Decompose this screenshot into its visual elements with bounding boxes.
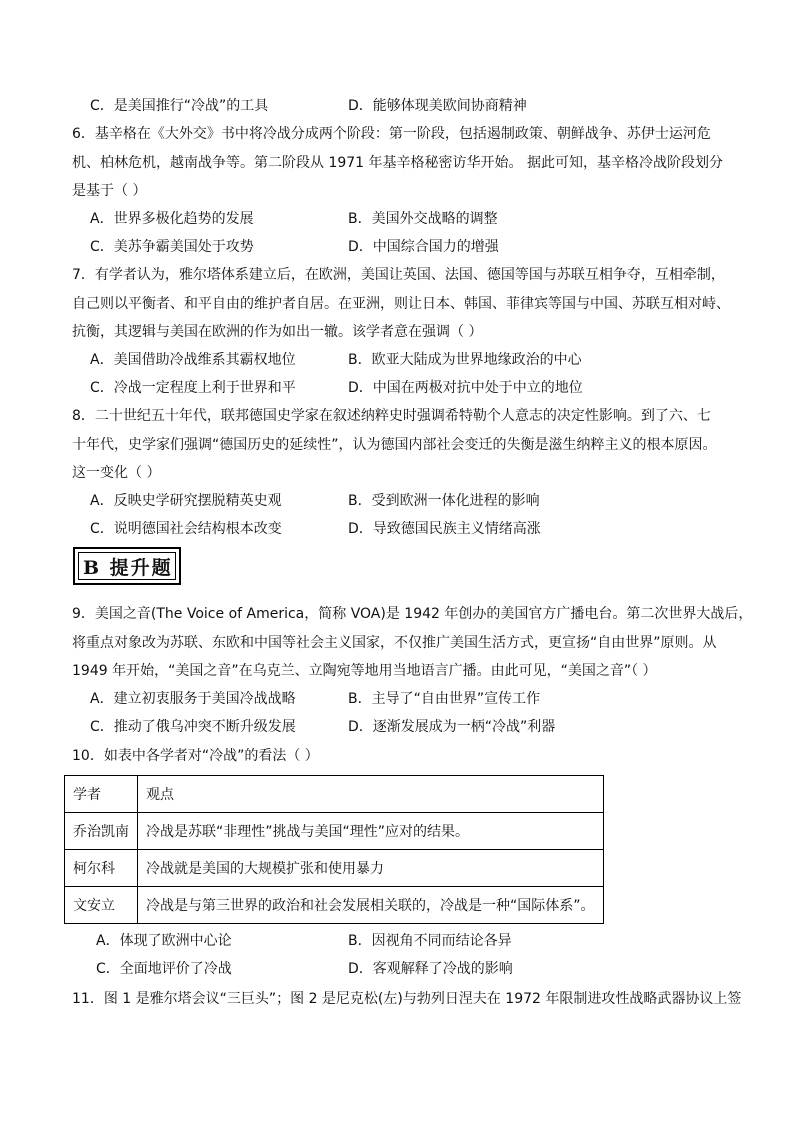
q9-option-c: C．推动了俄乌冲突不断升级发展 (90, 719, 296, 735)
table-row (65, 813, 604, 850)
q6-option-d: D．中国综合国力的增强 (348, 239, 499, 255)
table-cell-scholar: 乔治凯南 (65, 813, 138, 850)
q6-stem-line1: 6．基辛格在《大外交》书中将冷战分成两个阶段：第一阶段，包括遏制政策、朝鲜战争、苏伊士运河危 (72, 126, 711, 142)
table-header-row (65, 776, 604, 813)
q8-stem-line1: 8．二十世纪五十年代，联邦德国史学家在叙述纳粹史时强调希特勒个人意志的决定性影响。到了六、七 (72, 408, 711, 424)
q6-stem-line3: 是基于（ ） (72, 183, 147, 199)
q9-stem-line1: 9．美国之音(The Voice of America，简称 VOA)是 1942 年创办的美国官方广播电台。第二次世界大战后， (72, 606, 753, 622)
section-header (73, 547, 181, 585)
q11-stem-line1: 11．图 1 是雅尔塔会议“三巨头”；图 2 是尼克松(左)与勃列日涅夫在 1972 年限制进攻性战略武器协议上签 (72, 991, 742, 1007)
q9-option-d: D．逐渐发展成为一柄“冷战”利器 (348, 719, 556, 735)
table-cell-scholar: 文安立 (65, 887, 138, 924)
q7-option-a: A．美国借助冷战维系其霸权地位 (90, 352, 296, 368)
table-cell-view: 冷战是与第三世界的政治和社会发展相关联的，冷战是一种“国际体系”。 (138, 887, 604, 924)
q9-option-a: A．建立初衷服务于美国冷战战略 (90, 691, 296, 707)
q9-stem-line2: 将重点对象改为苏联、东欧和中国等社会主义国家，不仅推广美国生活方式，更宣扬“自由世界”原则。从 (72, 635, 717, 651)
q8-option-b: B．受到欧洲一体化进程的影响 (348, 493, 540, 509)
table-header-scholar: 学者 (65, 776, 138, 813)
q6-stem-line2: 机、柏林危机，越南战争等。第二阶段从 1971 年基辛格秘密访华开始。 据此可知，基辛格冷战阶段划分 (72, 155, 723, 171)
q7-stem-line3: 抗衡，其逻辑与美国在欧洲的作为如出一辙。该学者意在强调（ ） (72, 324, 483, 340)
q8-option-a: A．反映史学研究摆脱精英史观 (90, 493, 282, 509)
q9-option-b: B．主导了“自由世界”宣传工作 (348, 691, 541, 707)
q6-option-a: A．世界多极化趋势的发展 (90, 211, 254, 227)
q8-option-d: D．导致德国民族主义情绪高涨 (348, 521, 541, 537)
q7-option-d: D．中国在两极对抗中处于中立的地位 (348, 380, 583, 396)
q10-stem-line1: 10．如表中各学者对“冷战”的看法（ ） (72, 748, 319, 764)
q8-stem-line2: 十年代，史学家们强调“德国历史的延续性”，认为德国内部社会变迁的失衡是滋生纳粹主义的根本原因。 (72, 437, 717, 453)
q8-option-c: C．说明德国社会结构根本改变 (90, 521, 282, 537)
q5-option-d: D．能够体现美欧间协商精神 (348, 98, 527, 114)
q7-stem-line1: 7．有学者认为，雅尔塔体系建立后，在欧洲，美国让英国、法国、德国等国与苏联互相争夺，互相牵制， (72, 267, 725, 283)
table-header-view: 观点 (138, 776, 604, 813)
q7-option-b: B．欧亚大陆成为世界地缘政治的中心 (348, 352, 582, 368)
q9-stem-line3: 1949 年开始，“美国之音”在乌克兰、立陶宛等地用当地语言广播。由此可见，“美国之音”（ ） (72, 663, 657, 679)
q5-option-c: C．是美国推行“冷战”的工具 (90, 98, 269, 114)
table-cell-view: 冷战就是美国的大规模扩张和使用暴力 (138, 850, 604, 887)
q7-stem-line2: 自己则以平衡者、和平自由的维护者自居。在亚洲，则让日本、韩国、菲律宾等国与中国、苏联互相对峙、 (72, 296, 730, 312)
q10-option-a: A．体现了欧洲中心论 (96, 933, 232, 949)
q8-stem-line3: 这一变化（ ） (72, 465, 161, 481)
section-title: B 提升题 (83, 557, 173, 579)
table-cell-view: 冷战是苏联“非理性”挑战与美国“理性”应对的结果。 (138, 813, 604, 850)
q10-option-c: C．全面地评价了冷战 (96, 961, 232, 977)
scholars-table (64, 775, 604, 924)
table-row (65, 887, 604, 924)
q10-option-b: B．因视角不同而结论各异 (348, 933, 512, 949)
q10-option-d: D．客观解释了冷战的影响 (348, 961, 513, 977)
table-cell-scholar: 柯尔科 (65, 850, 138, 887)
q7-option-c: C．冷战一定程度上利于世界和平 (90, 380, 296, 396)
q6-option-c: C．美苏争霸美国处于攻势 (90, 239, 254, 255)
table-row (65, 850, 604, 887)
q6-option-b: B．美国外交战略的调整 (348, 211, 498, 227)
